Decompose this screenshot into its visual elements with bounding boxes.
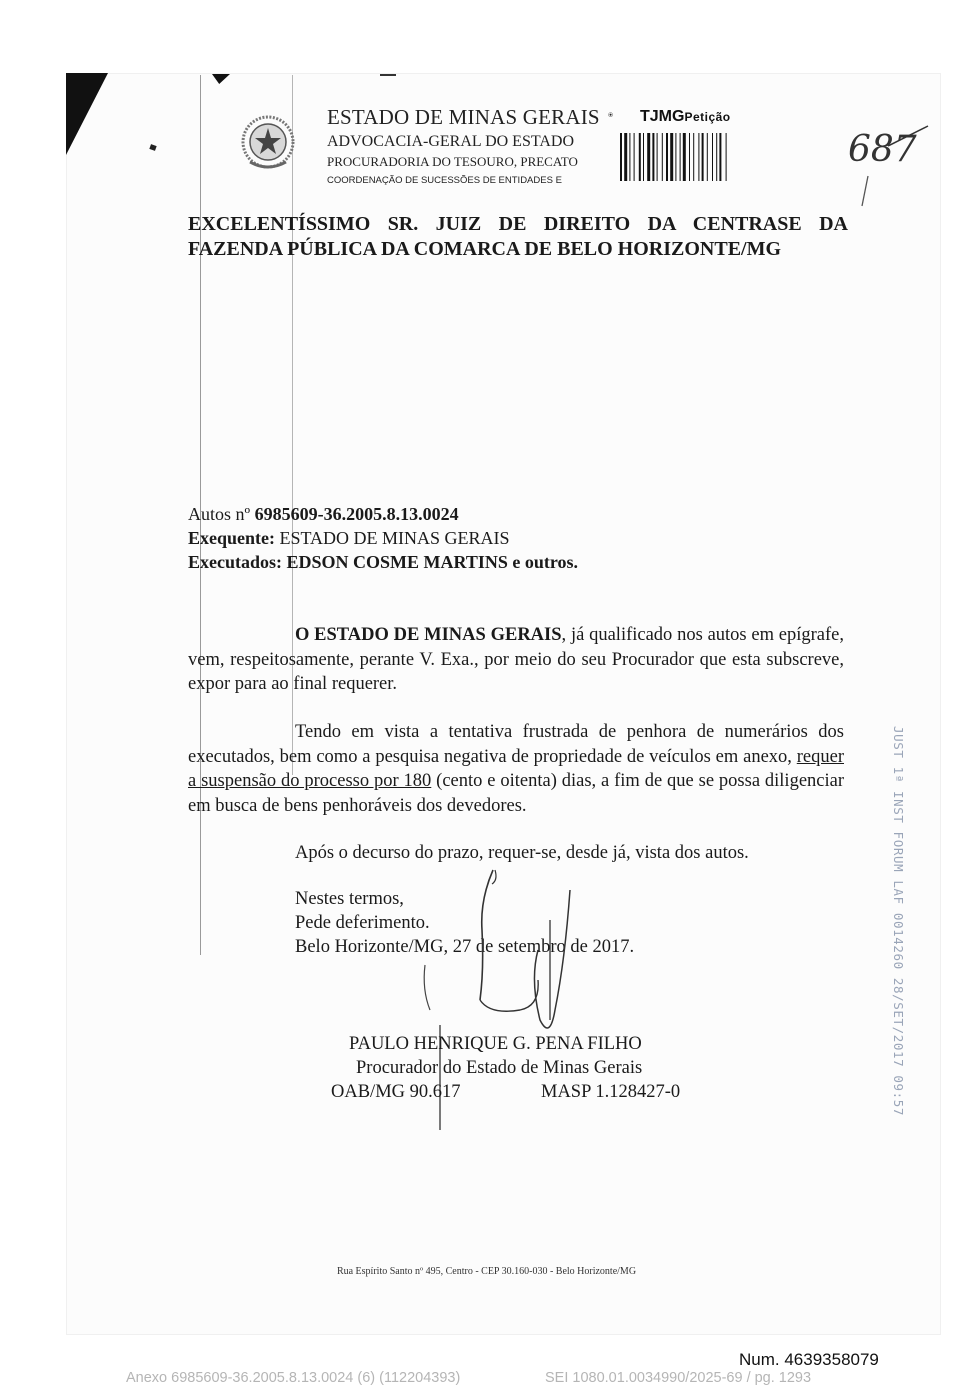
- tjmg-seal-icon: [608, 104, 638, 134]
- sei-reference: SEI 1080.01.0034990/2025-69 / pg. 1293: [545, 1370, 812, 1386]
- plaintiff-label: Exequente:: [188, 528, 275, 548]
- p2-text-end: (cento e oitenta) dias, a fim de que se possa diligenciar em busca de bens penhoráveis dos devedores.: [188, 771, 845, 816]
- signer-masp: MASP 1.128427-0: [541, 1082, 681, 1102]
- body-paragraph-2: [188, 720, 844, 818]
- header-coordination: COORDENAÇÃO DE SUCESSÕES DE ENTIDADES E: [327, 175, 562, 186]
- barcode: [620, 133, 778, 181]
- annex-reference: Anexo 6985609-36.2005.8.13.0024 (6) (112204393): [126, 1370, 461, 1386]
- stamp-brand: TJMG: [640, 108, 685, 125]
- scanned-page: [66, 73, 941, 1335]
- header-agency: ADVOCACIA-GERAL DO ESTADO: [327, 133, 574, 150]
- stamp-type: Petição: [684, 110, 731, 124]
- closing-request: Pede deferimento.: [295, 913, 430, 933]
- body-paragraph-3: Após o decurso do prazo, requer-se, desde já, vista dos autos.: [295, 843, 749, 863]
- defendants-value: EDSON COSME MARTINS e outros.: [286, 552, 579, 572]
- protocol-stamp: JUST 1ª INST FORUM LAF 0014260 28/SET/2017 09:57: [891, 726, 906, 1117]
- office-address: Rua Espírito Santo nº 495, Centro - CEP 30.160-030 - Belo Horizonte/MG: [336, 1266, 637, 1277]
- addressee-line-2: FAZENDA PÚBLICA DA COMARCA DE BELO HORIZONTE/MG: [188, 238, 782, 260]
- handwritten-folio-number: [838, 106, 938, 216]
- place-and-date: Belo Horizonte/MG, 27 de setembro de 2017.: [295, 937, 635, 957]
- party-name: O ESTADO DE MINAS GERAIS: [295, 625, 562, 645]
- case-defendants: [188, 552, 578, 573]
- scan-corner-mark: [66, 73, 108, 155]
- coat-of-arms-icon: [240, 114, 296, 174]
- case-number: [188, 504, 459, 525]
- header-state: ESTADO DE MINAS GERAIS: [327, 105, 600, 129]
- petition-stamp: [640, 108, 731, 126]
- signer-title: Procurador do Estado de Minas Gerais: [356, 1058, 643, 1078]
- scan-speck: [380, 74, 396, 76]
- document-number: Num. 4639358079: [739, 1350, 879, 1369]
- case-number-value: 6985609-36.2005.8.13.0024: [254, 504, 459, 524]
- p2-text-start: Tendo em vista a tentativa frustrada de penhora de numerários dos executados, bem como a pesquisa negativa de propriedade de veículos em anexo,: [188, 722, 844, 767]
- signer-oab: OAB/MG 90.617: [331, 1082, 461, 1102]
- header-department: PROCURADORIA DO TESOURO, PRECATO: [327, 154, 578, 169]
- body-paragraph-1: [188, 623, 844, 697]
- case-plaintiff: [188, 528, 510, 549]
- svg-text:687: 687: [848, 129, 917, 170]
- closing-terms: Nestes termos,: [295, 889, 404, 909]
- defendants-label: Executados:: [188, 552, 282, 572]
- case-number-label: Autos nº: [188, 504, 251, 524]
- addressee-line-1: EXCELENTÍSSIMO SR. JUIZ DE DIREITO DA CENTRASE DA: [188, 213, 848, 235]
- p1-text: , já qualificado nos autos em epígrafe, vem, respeitosamente, perante V. Exa., por meio do seu Procurador que esta subscreve, expor para ao final requerer.: [188, 625, 845, 694]
- plaintiff-value: ESTADO DE MINAS GERAIS: [279, 528, 510, 548]
- signer-name: PAULO HENRIQUE G. PENA FILHO: [349, 1034, 642, 1054]
- p2-request: requer a suspensão do processo por 180: [188, 746, 844, 791]
